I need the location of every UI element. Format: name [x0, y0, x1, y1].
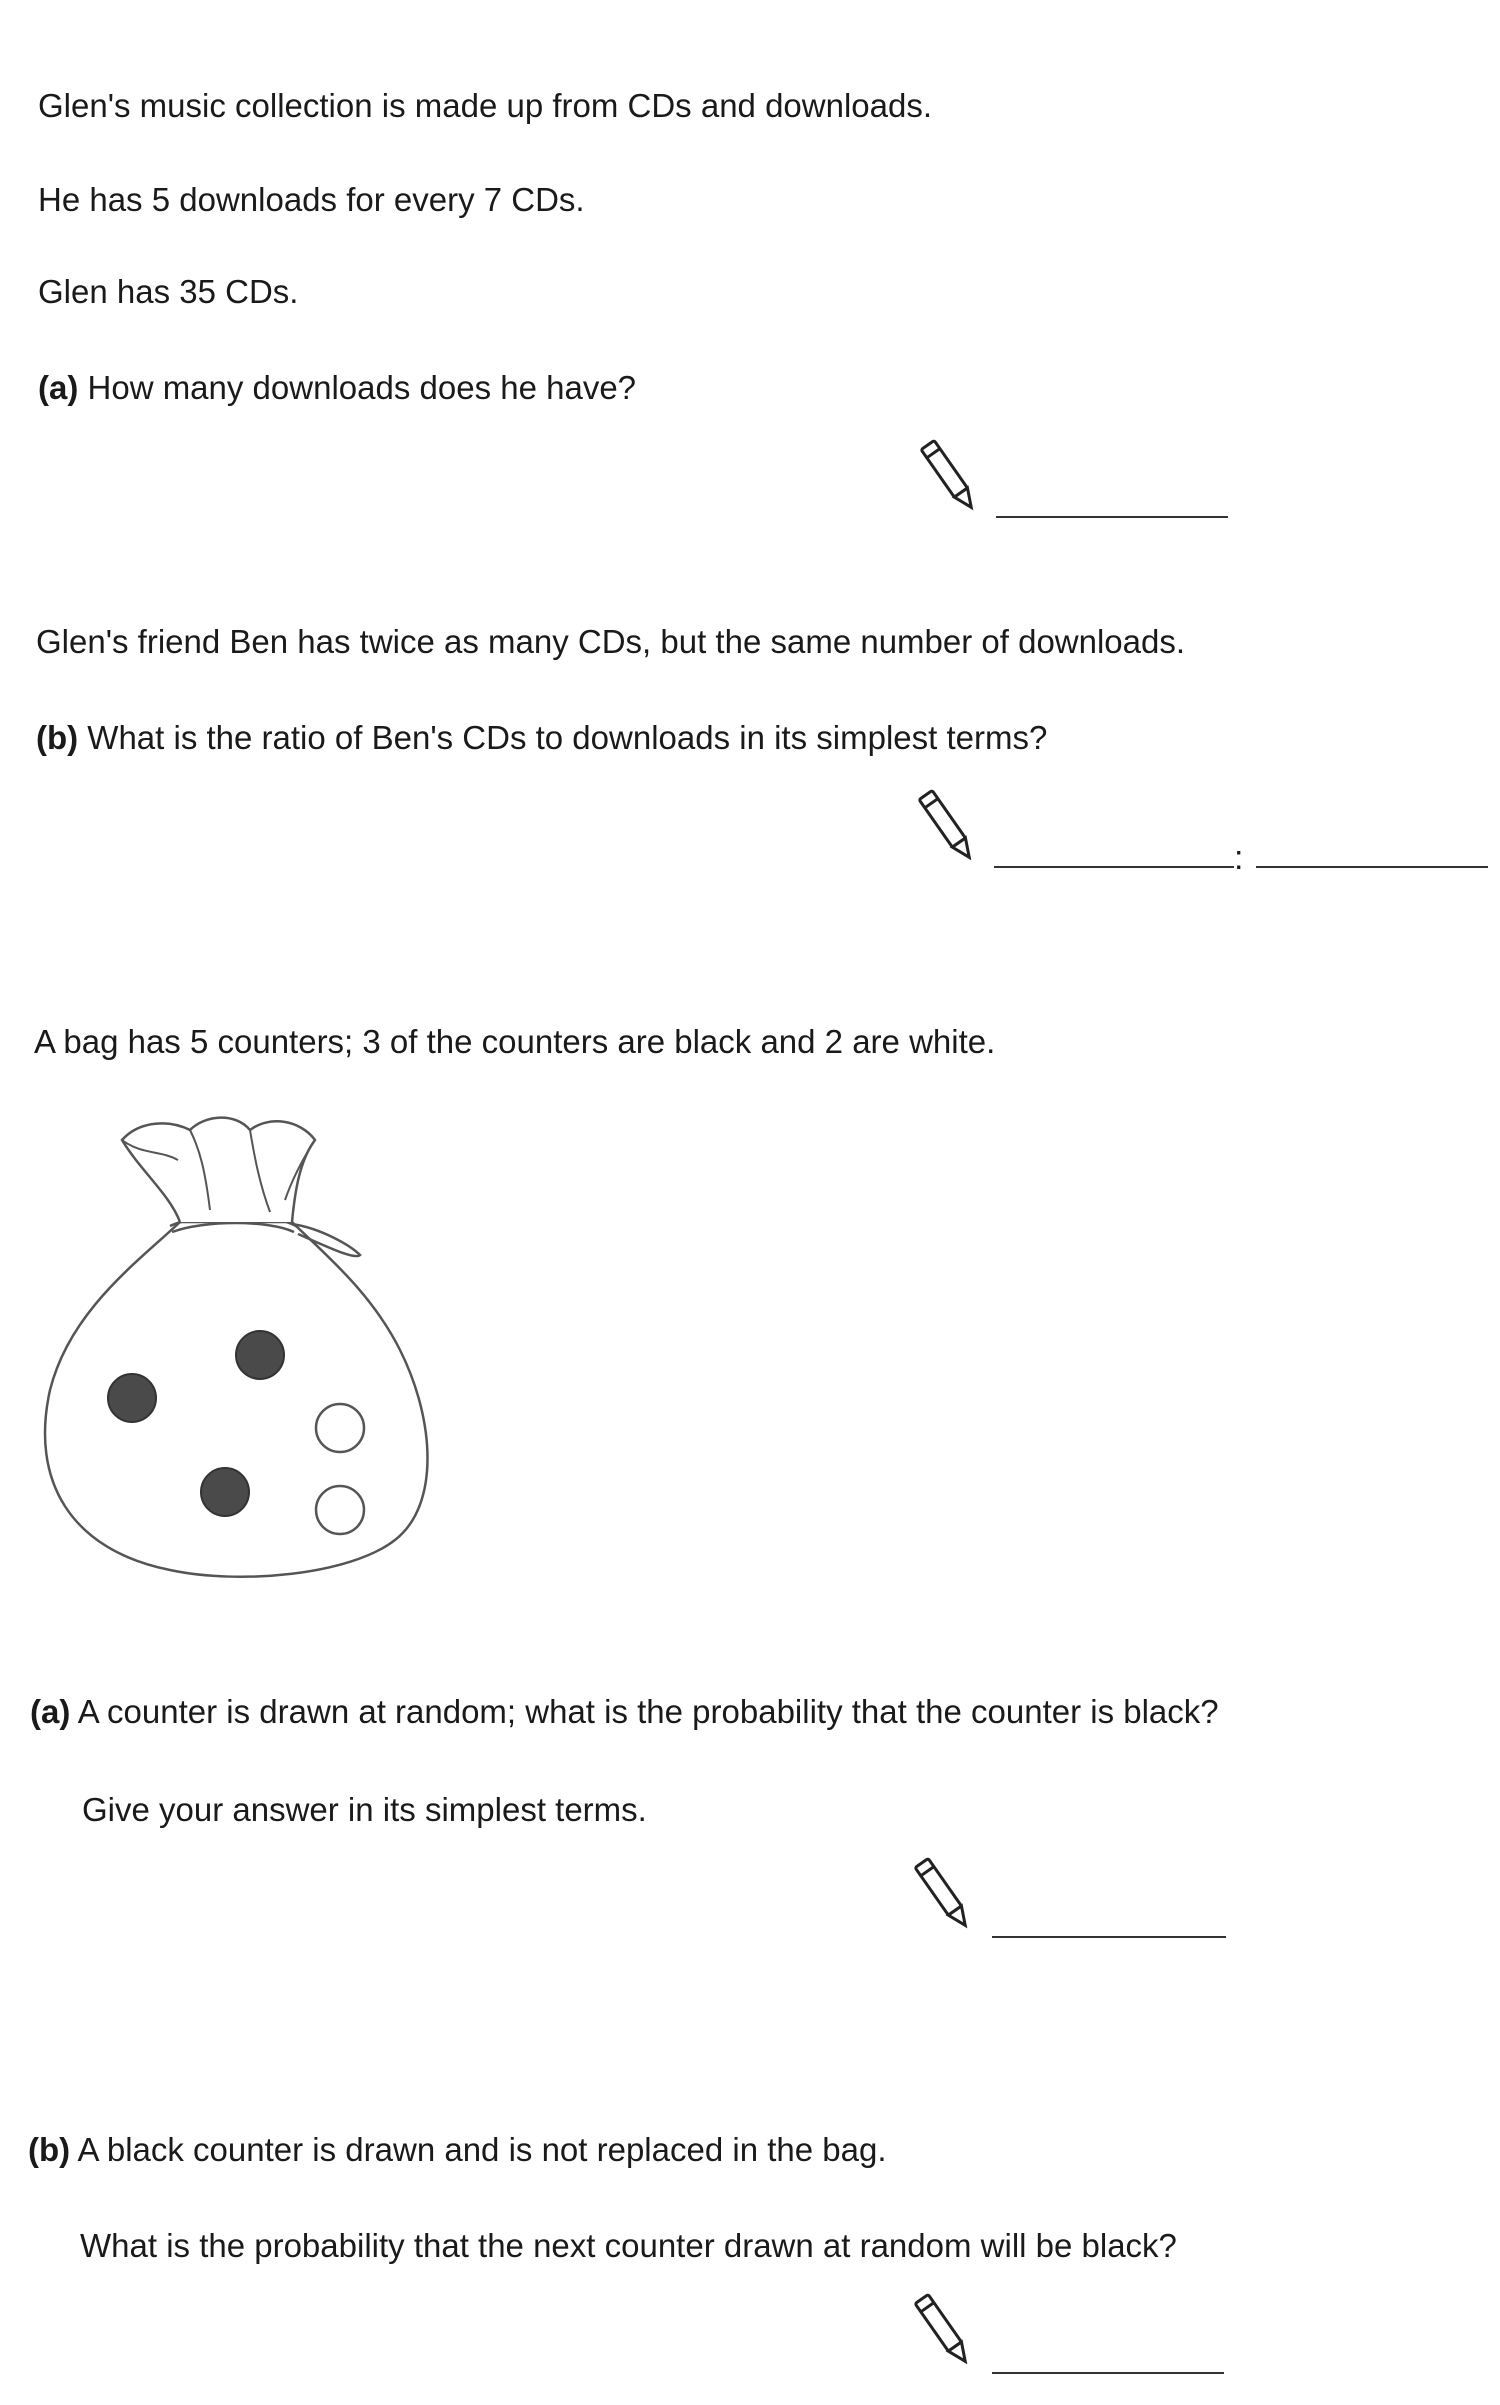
part-label: (a)	[30, 1693, 71, 1730]
part-label: (b)	[28, 2131, 71, 2168]
q2-part-b-answer-field[interactable]	[992, 2372, 1224, 2374]
white-counter	[316, 1486, 364, 1534]
q1-intro-cds: Glen has 35 CDs.	[38, 273, 299, 310]
q1-part-b	[36, 718, 1047, 758]
q1-intro-ben: Glen's friend Ben has twice as many CDs, but the same number of downloads.	[36, 623, 1186, 660]
q2-part-a-note: Give your answer in its simplest terms.	[82, 1791, 647, 1828]
q1-part-a	[38, 368, 636, 408]
ratio-separator: :	[1234, 839, 1244, 877]
black-counter	[201, 1468, 249, 1516]
part-text: A black counter is drawn and is not replaced in the bag.	[70, 2131, 887, 2168]
part-label: (b)	[36, 719, 79, 756]
bag-top-ruffle	[122, 1118, 315, 1222]
black-counter	[236, 1331, 284, 1379]
pencil-icon	[918, 782, 978, 872]
q1-intro-ratio: He has 5 downloads for every 7 CDs.	[38, 181, 585, 218]
q2-part-a	[30, 1692, 1219, 1732]
bag-of-counters-illustration	[30, 1100, 450, 1600]
part-label: (a)	[38, 369, 79, 406]
q1-part-a-answer-field[interactable]	[996, 516, 1228, 518]
q2-part-a-answer-field[interactable]	[992, 1936, 1226, 1938]
pencil-icon	[920, 432, 980, 522]
q1-part-b-cds-answer-field[interactable]	[994, 866, 1234, 868]
pencil-icon	[914, 2286, 974, 2376]
white-counter	[316, 1404, 364, 1452]
part-text: A counter is drawn at random; what is the probability that the counter is black?	[70, 1693, 1219, 1730]
part-text: What is the ratio of Ben's CDs to downloads in its simplest terms?	[78, 719, 1048, 756]
part-text: How many downloads does he have?	[78, 369, 637, 406]
q1-intro-collection: Glen's music collection is made up from CDs and downloads.	[38, 87, 933, 124]
black-counter	[108, 1374, 156, 1422]
q2-intro: A bag has 5 counters; 3 of the counters are black and 2 are white.	[34, 1023, 996, 1060]
q2-part-b	[28, 2130, 887, 2170]
pencil-icon	[914, 1850, 974, 1940]
bag-body	[45, 1222, 428, 1577]
q2-part-b-question: What is the probability that the next counter drawn at random will be black?	[80, 2227, 1177, 2264]
q1-part-b-downloads-answer-field[interactable]	[1256, 866, 1488, 868]
